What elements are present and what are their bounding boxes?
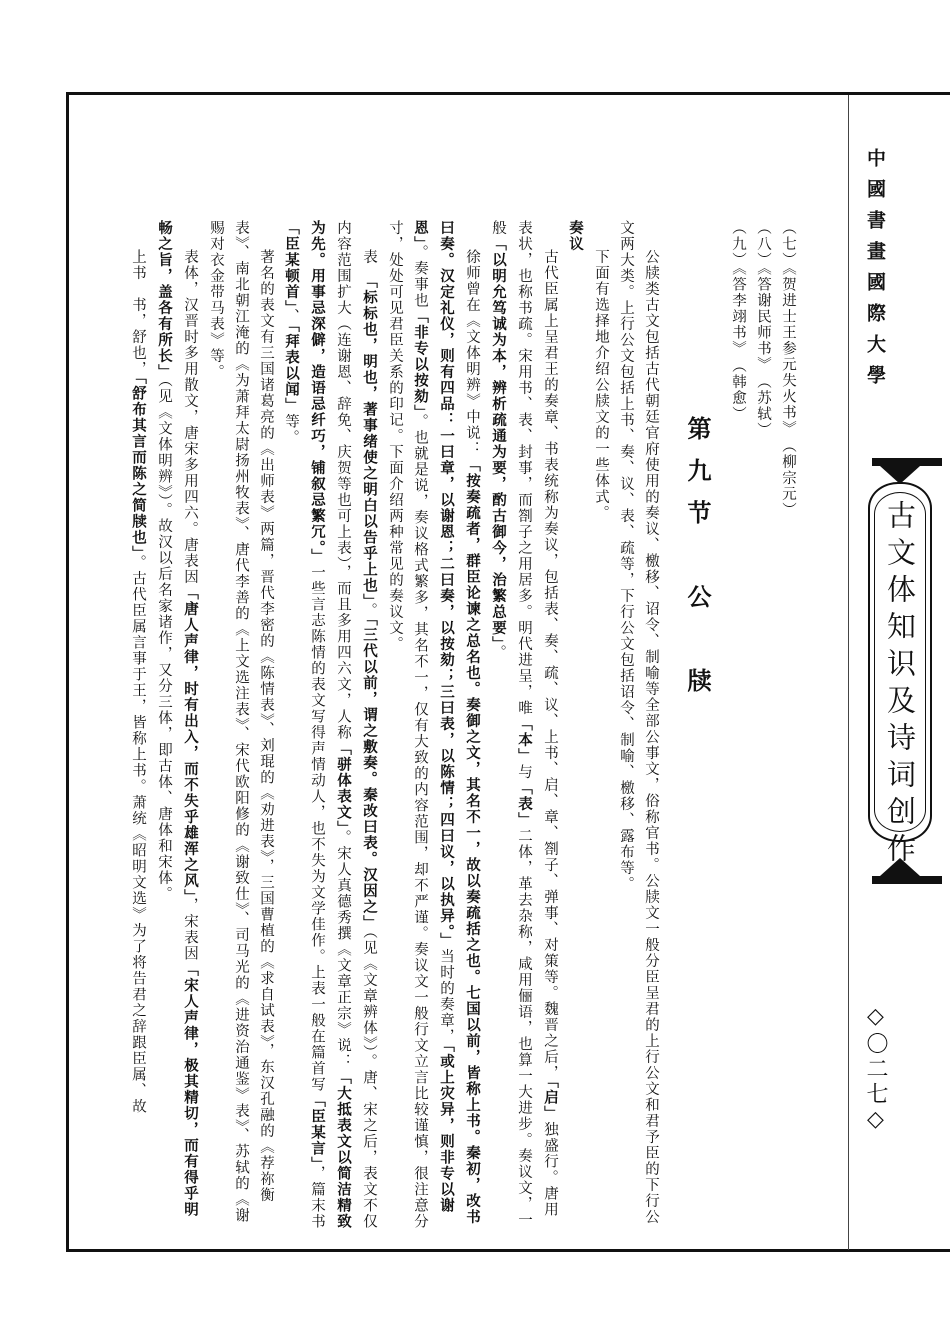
section-heading: 第九节 公 牍 <box>683 416 712 710</box>
margin-rule <box>848 95 849 1250</box>
banner-top-bar <box>872 458 942 466</box>
body-text <box>110 220 800 1230</box>
paragraph-intro: 公牍类古文包括古代朝廷官府使用的奏议、檄移、诏令、制喻等全部公事文，俗称官书。公牍文一般分臣呈君的上行公文和君予臣的下行公文两大类。上行公文包括上书、奏、议、表、疏等，下行公文包括诏令、制喻、檄移、露布等。 <box>618 220 659 1225</box>
subheading-zouyi: 奏议 <box>567 220 584 252</box>
page-number: ◇〇二七◇ <box>863 1004 888 1135</box>
book-title: 古文体知识及诗词创作 <box>883 500 917 870</box>
reference-item: （七）《贺进士王参元失火书》 （柳宗元） <box>780 220 796 519</box>
reference-item: （八）《答谢民师书》 （苏轼） <box>755 220 771 439</box>
paragraph-zouyi-1: 古代臣属上呈君王的奏章、书表统称为奏议，包括表、奏、疏、议、上书、启、章、劄子、弹事、对策等。魏晋之后，「启」独盛行。唐用表状，也称书疏。宋用书、表、封事，而劄子之用居多。明代进呈，唯「本」与「表」二体，革去杂称，咸用俪语，也算一大进步。奏议文，一般「以明允笃诚为本，辨析疏通为要，酌古御今，治繁总要」。 <box>490 220 559 1228</box>
paragraph-biao-1: 表 「标标也，明也，著事绪使之明白以告乎上也」。「三代以前，谓之敷奏。秦改曰表。汉因之」（见《文章辨体》）。唐、宋之后，表文不仅内容范围扩大（连谢恩、辞免、庆贺等也可上表），而且多用四六文，人称「骈体表文」。宋人真德秀撰《文章正宗》说：「大抵表文以简洁精致为先。用事忌深僻，造语忌纤巧，铺叙忌繁冗。」一些言志陈情的表文写得声情动人，也不失为文学佳作。上表一般在篇首写「臣某言」，篇末书「臣某顿首」、「拜表以闻」等。 <box>283 220 378 1230</box>
reference-item: （九）《答李翊书》 （韩愈） <box>730 220 746 423</box>
school-name: 中國書畫國際大學 <box>864 148 886 396</box>
paragraph-biao-2: 著名的表文有三国诸葛亮的《出师表》两篇，晋代李密的《陈情表》、刘琨的《劝进表》，三国曹植的《求自试表》，东汉孔融的《荐祢衡表》、南北朝江淹的《为萧拜太尉扬州牧表》、唐代李善的《上文选注表》、宋代欧阳修的《谢致仕》、司马光的《进资治通鉴》表》、苏轼的《谢赐对衣金带马表》等。 <box>208 220 274 1224</box>
paragraph-intro-2: 下面有选择地介绍公牍文的一些体式。 <box>593 249 609 521</box>
paragraph-biao-3: 表体，汉晋时多用散文，唐宋多用四六。唐表因「唐人声律，时有出入，而不失乎雄浑之风」，宋表因「宋人声律，极其精切，而有得乎明畅之旨，盖各有所长」（见《文体明辨》）。故汉以后名家诸作，又分三体，即古体、唐体和宋体。 <box>156 220 199 1218</box>
paragraph-zouyi-2: 徐师曾在《文体明辨》中说：「按奏疏者，群臣论谏之总名也。奏御之文，其名不一，故以奏疏括之也。七国以前，皆称上书。秦初，改书曰奏。汉定礼仪，则有四品：一曰章，以谢恩；二曰奏，以按劾；三曰表，以陈情；四曰议，以执异。」当时的奏章，「或上灾异，则非专以谢恩」。奏事也「非专以按劾」。也就是说，奏议格式繁多，其名不一，仅有大致的内容范围，却不严谨。奏议文一般行文立言比较谨慎，很注意分寸，处处可见君臣关系的印记。下面介绍两种常见的奏议文。 <box>387 220 481 1230</box>
banner-bottom-bar <box>872 876 942 884</box>
paragraph-shangshu: 上书 书，舒也，「舒布其言而陈之简牍也」。古代臣属言事于王，皆称上书。萧统《昭明文选》为了将告君之辞跟臣属、故 <box>130 249 147 1115</box>
